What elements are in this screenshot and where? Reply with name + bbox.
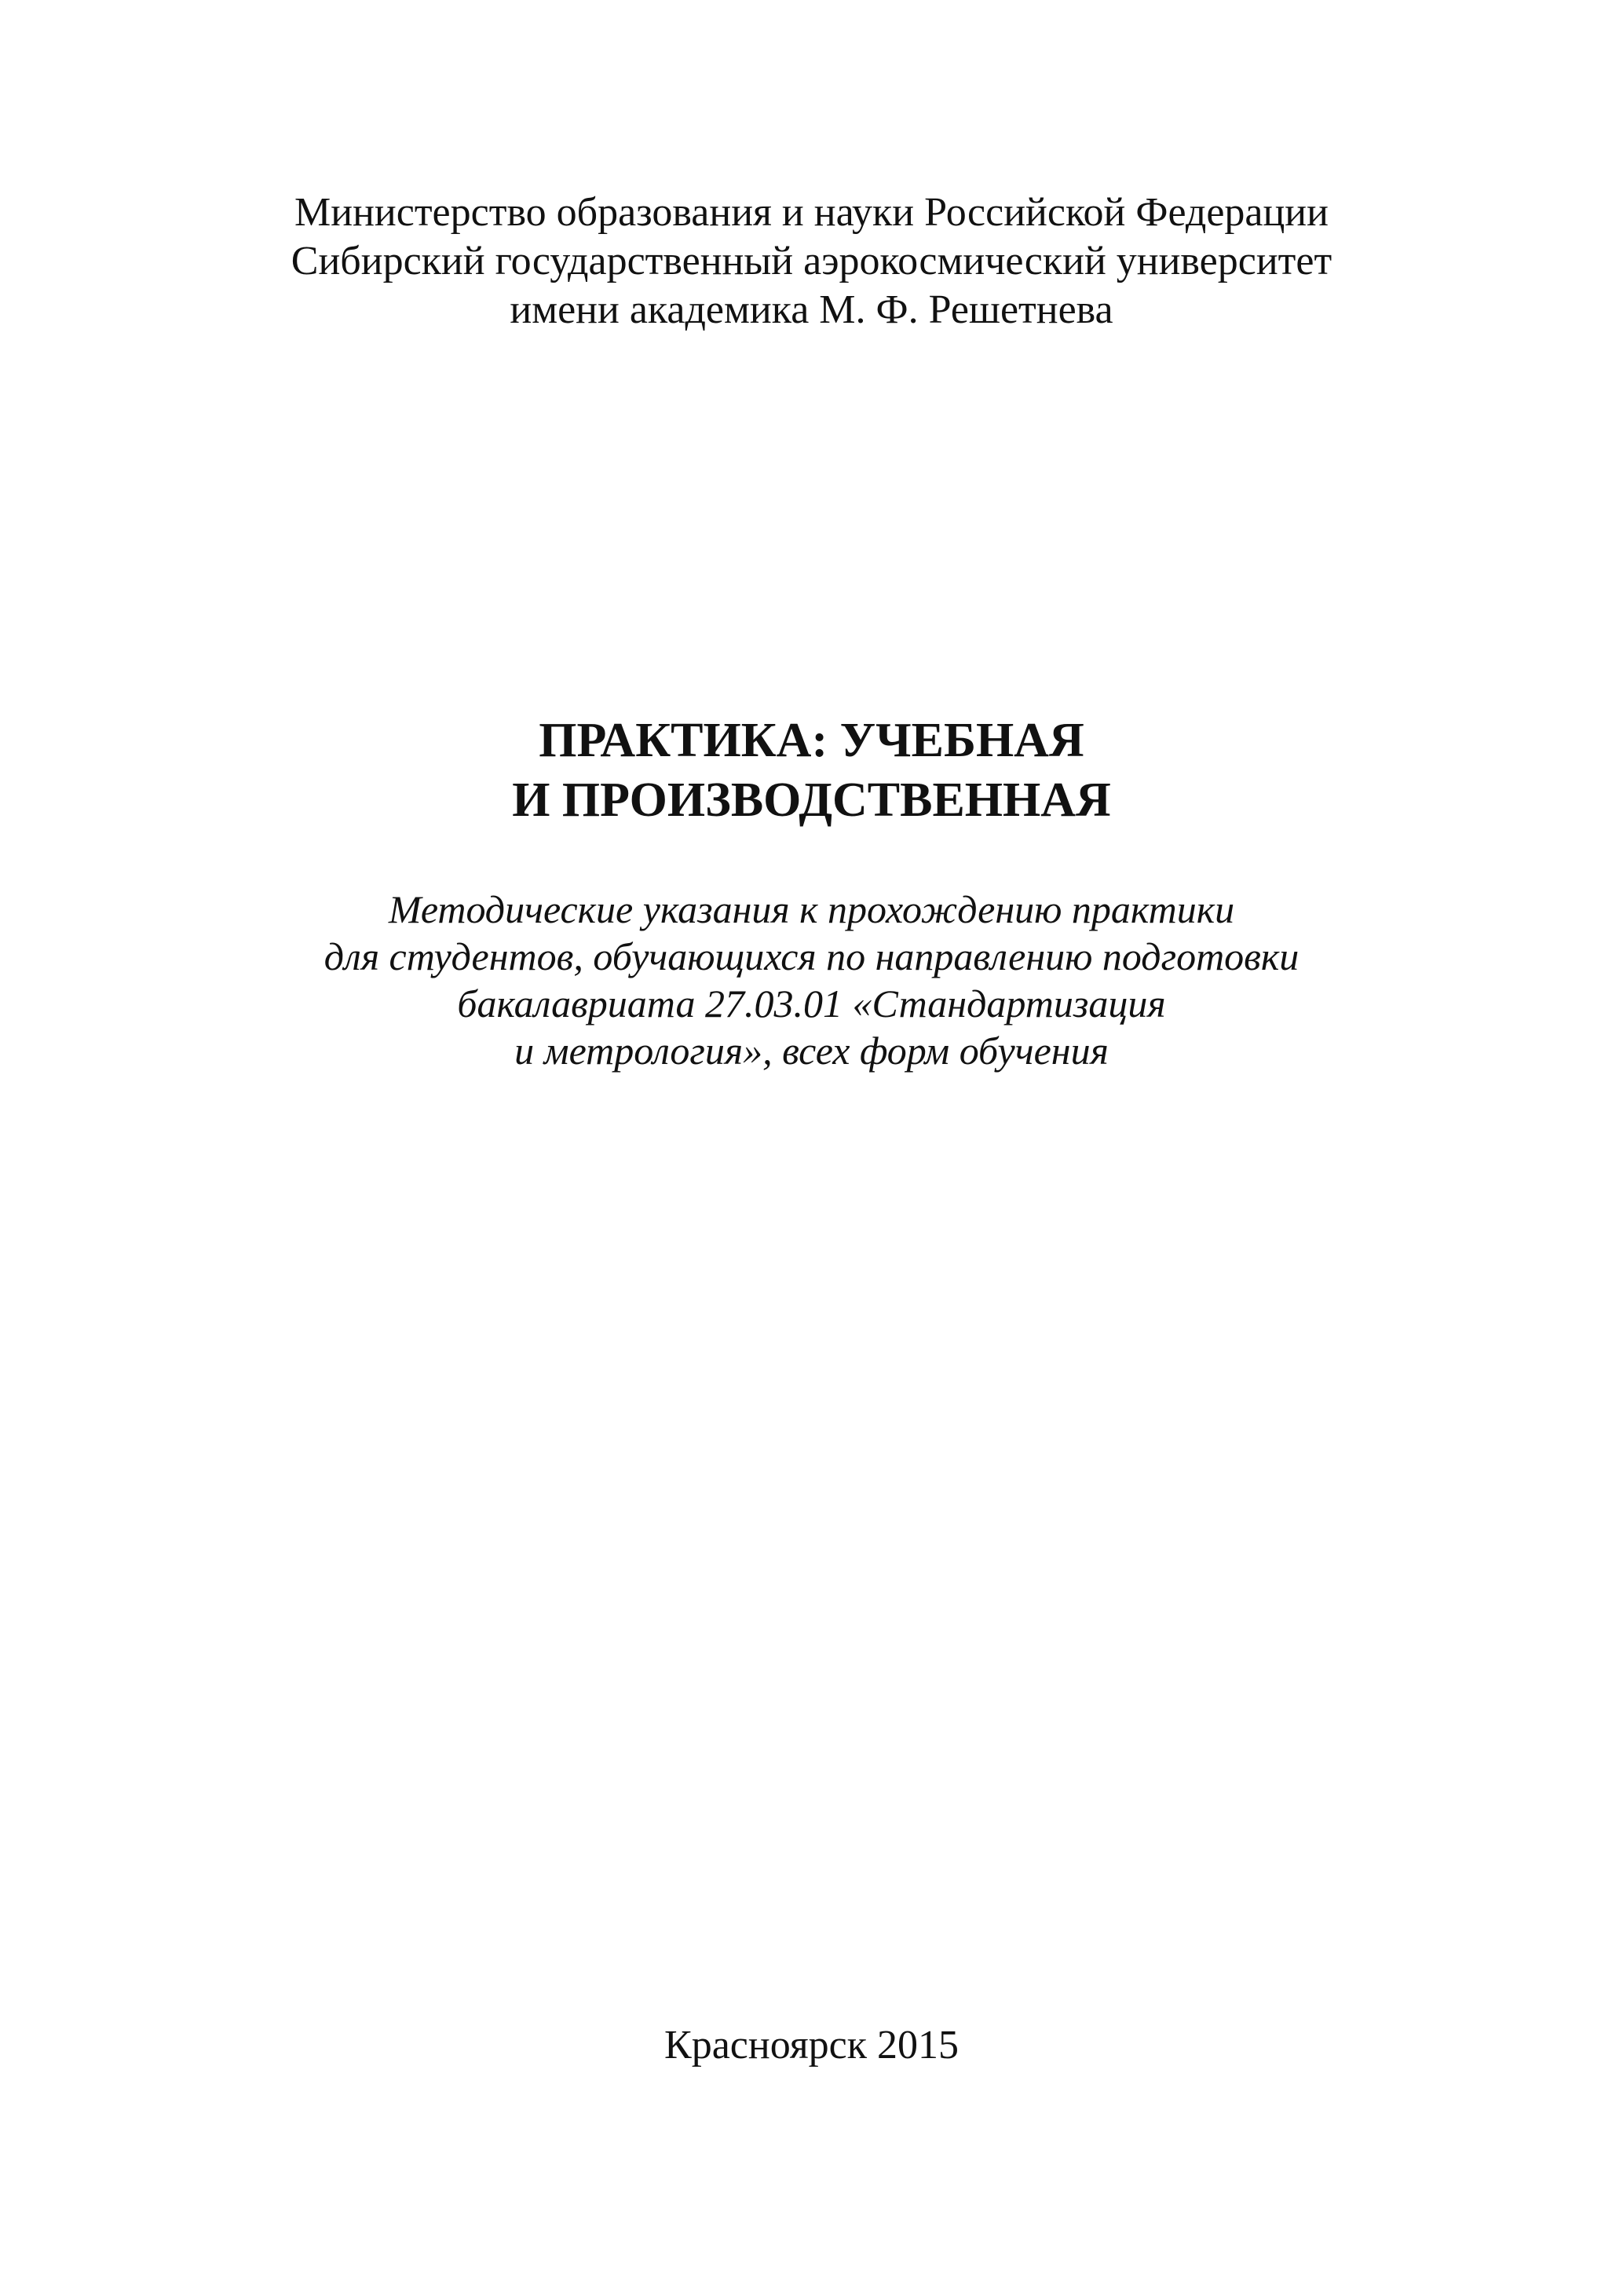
ministry-line: Министерство образования и науки Российской Федерации (294, 190, 1329, 235)
subtitle-line-2: для студентов, обучающихся по направлению подготовки (324, 934, 1299, 978)
place-year: Красноярск 2015 (664, 2023, 959, 2067)
university-name-line: имени академика М. Ф. Решетнева (510, 287, 1113, 332)
university-line: Сибирский государственный аэрокосмический университет (291, 239, 1332, 283)
subtitle-line-1: Методические указания к прохождению практики (388, 887, 1235, 931)
subtitle-line-3: бакалавриата 27.03.01 «Стандартизация (457, 982, 1166, 1026)
title-line-1: ПРАКТИКА: УЧЕБНАЯ (539, 714, 1084, 767)
document-subtitle (0, 886, 1623, 1074)
institution-header (0, 188, 1623, 335)
document-title (0, 711, 1623, 830)
subtitle-line-4: и метрология», всех форм обучения (514, 1029, 1109, 1073)
place-year-footer (0, 2021, 1623, 2070)
title-line-2: И ПРОИЗВОДСТВЕННАЯ (512, 773, 1111, 827)
